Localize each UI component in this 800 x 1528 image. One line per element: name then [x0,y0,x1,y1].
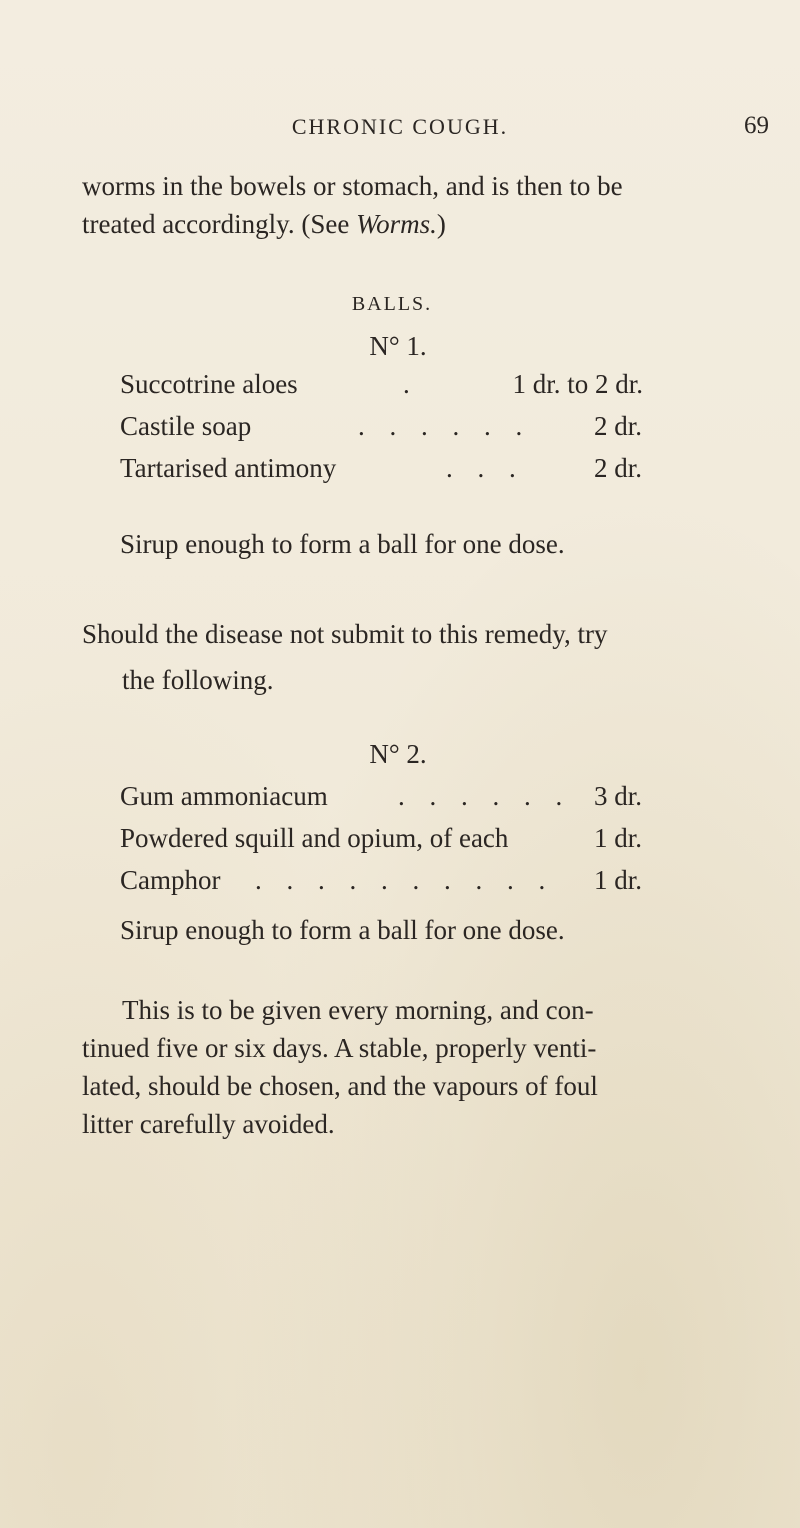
section-title: BALLS. [351,293,433,315]
ingredient-name: Gum ammoniacum [120,781,328,811]
leader-dots: . [403,369,419,399]
ingredient-quantity: 2 dr. [593,453,642,483]
running-head: CHRONIC COUGH. [291,114,509,139]
transition-line-2: the following. [122,665,274,695]
page-number: 69 [744,112,769,139]
worms-cross-reference: Worms. [356,209,437,239]
closing-line-4: litter carefully avoided. [82,1109,335,1139]
intro-line-1: worms in the bowels or stomach, and is then to be [82,171,623,201]
intro-line-2-close: ) [436,209,446,239]
closing-line-3: lated, should be chosen, and the vapours of foul [82,1071,598,1101]
ingredient-quantity: 1 dr. [593,865,642,895]
ingredient-quantity: 3 dr. [593,781,642,811]
recipe-1-note: Sirup enough to form a ball for one dose. [120,529,565,559]
recipe-1-ingredient [120,452,642,484]
intro-line-2 [82,208,446,240]
ingredient-name: Powdered squill and opium, of each [120,823,509,853]
recipe-1-ingredient [120,368,643,400]
recipe-2-ingredient [120,864,642,896]
ingredient-quantity: 1 dr. [593,823,642,853]
recipe-1-ingredient [120,410,642,442]
recipe-1-number: N° 1. [369,331,427,361]
recipe-2-note: Sirup enough to form a ball for one dose. [120,915,565,945]
leader-dots: . . . . . . [398,781,572,811]
transition-line-1: Should the disease not submit to this remedy, try [82,619,608,649]
ingredient-quantity: 2 dr. [593,411,642,441]
ingredient-name: Succotrine aloes [120,369,298,399]
recipe-2-ingredient [120,780,642,812]
leader-dots: . . . . . . . . . . [255,865,555,895]
closing-line-1: This is to be given every morning, and con- [122,995,594,1025]
recipe-2-ingredient [120,822,642,854]
closing-line-2: tinued five or six days. A stable, properly venti- [82,1033,597,1063]
ingredient-name: Tartarised antimony [120,453,337,483]
ingredient-quantity: 1 dr. to 2 dr. [512,369,643,399]
ingredient-name: Camphor [120,865,221,895]
intro-line-2-text: treated accordingly. (See [82,209,357,239]
recipe-2-number: N° 2. [369,739,427,769]
leader-dots: . . . . . . [358,411,532,441]
page-header [0,108,800,148]
leader-dots: . . . [446,453,525,483]
ingredient-name: Castile soap [120,411,252,441]
